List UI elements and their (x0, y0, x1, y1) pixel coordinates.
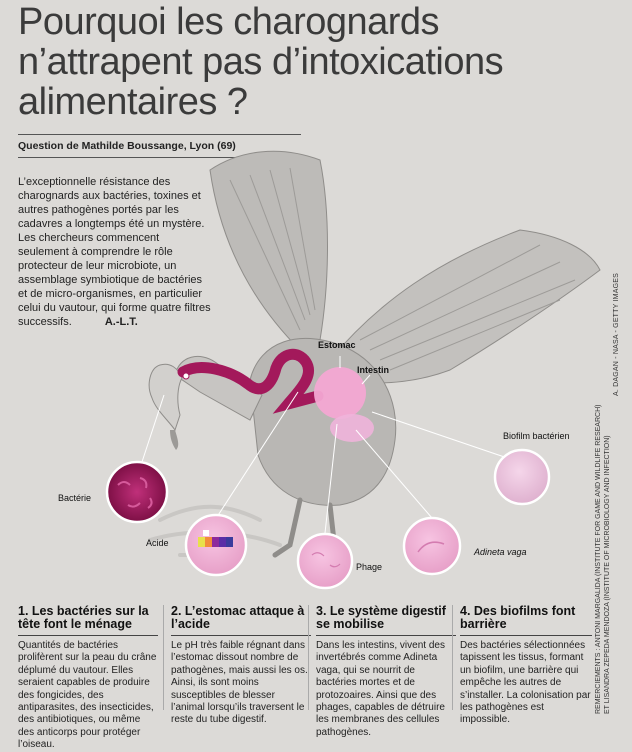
column-divider (452, 605, 453, 710)
section-4-title: 4. Des biofilms font barrière (460, 605, 592, 636)
section-3 (316, 605, 456, 739)
label-estomac: Estomac (318, 340, 356, 350)
label-biofilm: Biofilm bactérien (503, 431, 570, 441)
column-divider (163, 605, 164, 710)
acid-circle (186, 515, 246, 575)
section-2-text: Le pH très faible régnant dans l’estomac dissout nombre de pathogènes, mais aussi les os. Ainsi, ils sont moins susceptibles de blesser l’animal lorsqu’ils traversent le reste du tube digestif. (171, 640, 308, 726)
question-credit: Question de Mathilde Boussange, Lyon (69) (18, 140, 236, 152)
head (149, 364, 182, 430)
section-4-text: Des bactéries sélectionnées tapissent les tissus, formant un biofilm, une barrière qui empêche les autres de s’installer. La colonisation par les pathogènes est impossible. (460, 640, 591, 726)
acknowledgements (594, 405, 612, 714)
photo-credit: A. DAGAN - NASA - GETTY IMAGES (613, 273, 620, 396)
article-title: Pourquoi les charognards n’attrapent pas d’intoxications alimentaires ? (18, 1, 504, 123)
label-acide: Acide (146, 538, 169, 548)
author-signature: A.-L.T. (104, 316, 138, 328)
adineta-circle (404, 518, 460, 574)
section-4 (460, 605, 592, 727)
label-bacterie: Bactérie (58, 493, 92, 503)
section-2-title: 2. L’estomac attaque à l’acide (171, 605, 311, 636)
section-1-title: 1. Les bactéries sur la tête font le ménage (18, 605, 158, 636)
acknowledgements-line-2: ET LISANDRA ZEPEDA MENDOZA (INSTITUTE OF MICROBIOLOGY AND INFECTION) (604, 435, 611, 714)
section-1-text: Quantités de bactéries prolifèrent sur la peau du crâne déplumé du vautour. Elles seraient capables de produire des fongicides, des antiparasites, des insecticides, des antibiotiques, ou même des anticorps pour protéger l’oiseau. (18, 640, 157, 751)
section-2 (171, 605, 311, 727)
label-adineta: Adineta vaga (474, 547, 527, 557)
acknowledgements-line-1: REMERCIEMENTS : ANTONI MARGALIDA (INSTITUTE FOR GAME AND WILDLIFE RESEARCH) (595, 404, 602, 714)
left-wing (210, 151, 328, 350)
beak (170, 430, 178, 450)
biofilm-circle (495, 450, 549, 504)
label-intestin: Intestin (357, 365, 390, 375)
bacteria-circle (107, 462, 167, 522)
intro-text: L’exceptionnelle résistance des charognards aux bactéries, toxines et autres pathogènes portés par les cadavres a longtemps été un mystère. Les chercheurs commencent seulement à comprendre le rôle protecteur de leur microbiote, un assemblage symbiotique de bactéries et de micro-organismes, en particulier celui du vautour, qui forme quatre filtres successifs. (18, 176, 211, 328)
section-3-title: 3. Le système digestif se mobilise (316, 605, 456, 636)
section-3-text: Dans les intestins, vivent des invertébrés comme Adineta vaga, qui se nourrit de bactéries mortes et de protozoaires. Ainsi que des phages, capables de détruire les membranes des cellules pathogènes. (316, 640, 445, 738)
section-1 (18, 605, 158, 752)
label-phage: Phage (356, 562, 383, 572)
phage-circle (298, 534, 352, 588)
column-divider (308, 605, 309, 710)
